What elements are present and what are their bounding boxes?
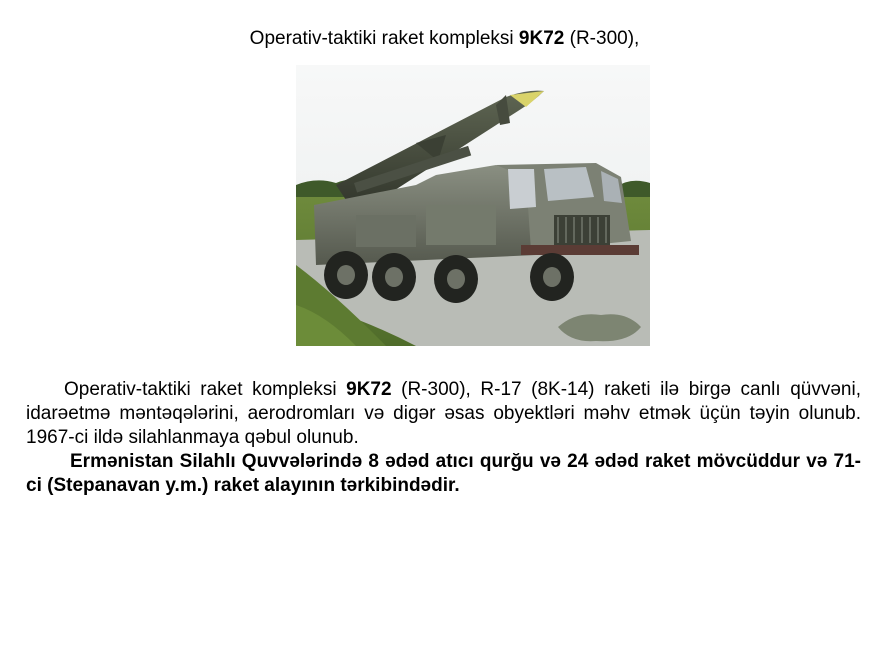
title-prefix: Operativ-taktiki raket kompleksi: [249, 28, 519, 49]
body-text: [26, 378, 861, 498]
slide-title: [0, 27, 889, 51]
paragraph1-model: 9K72: [346, 379, 392, 400]
paragraph-description: [26, 378, 861, 450]
paragraph1-prefix: Operativ-taktiki raket kompleksi: [64, 379, 347, 400]
paragraph1-rest: (R-300), R-17 (8K-14) raketi ilə birgə canlı qüvvəni, idarəetmə məntəqələrini, aerodromları və digər əsas obyektləri məhv etmək üçün təyin olunub. 1967-ci ildə silahlanmaya qəbul olunub.: [26, 379, 861, 448]
title-model: 9K72: [518, 28, 565, 49]
title-suffix: (R-300),: [564, 28, 640, 49]
missile-launcher-photo: [296, 65, 650, 346]
paragraph-armenia: Ermənistan Silahlı Quvvələrində 8 ədəd atıcı qurğu və 24 ədəd raket mövcüddur və 71-ci (Stepanavan y.m.) raket alayının tərkibindədir.: [26, 451, 861, 496]
